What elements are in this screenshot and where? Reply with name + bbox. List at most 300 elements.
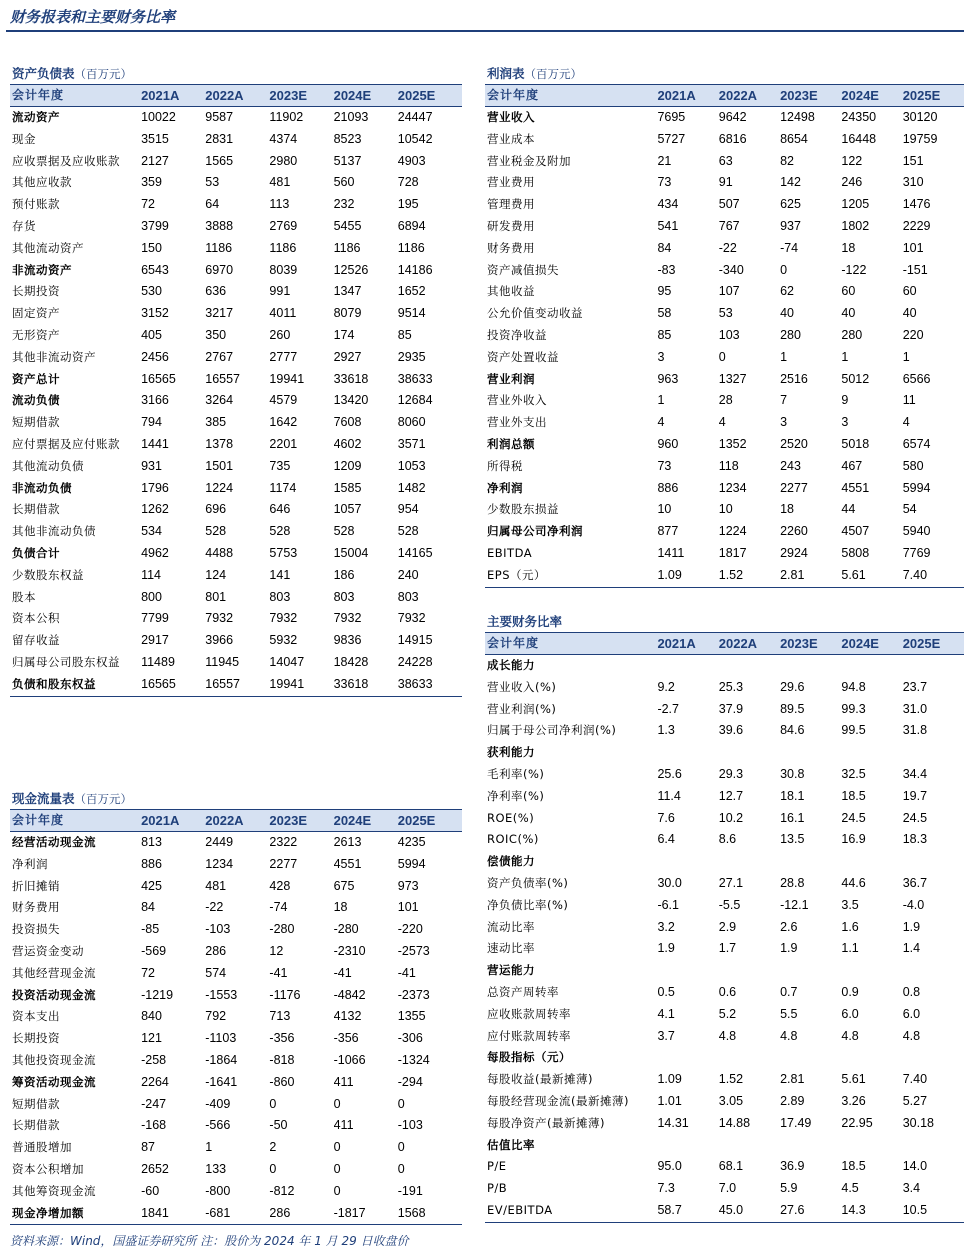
- cashflow-cell: 713: [269, 1009, 291, 1024]
- cashflow-cell: -41: [333, 965, 352, 980]
- balance-row: [10, 172, 462, 194]
- income-row-label: 归属母公司净利润: [487, 524, 583, 539]
- cashflow-row-label: 投资损失: [12, 922, 60, 937]
- ratios-row-label: 归属于母公司净利润(%): [487, 723, 617, 738]
- ratios-cell: 11.4: [657, 788, 681, 803]
- cashflow-header-row: [10, 810, 462, 832]
- cashflow-row-label: 长期借款: [12, 1118, 60, 1133]
- income-cell: 507: [718, 197, 740, 212]
- ratios-cell: 36.9: [780, 1159, 805, 1174]
- ratios-cell: 18.5: [841, 1159, 866, 1174]
- cashflow-cell: 0: [269, 1096, 277, 1111]
- ratios-cell: [719, 1135, 780, 1157]
- ratios-cell: [903, 851, 964, 873]
- income-row-label: 资产处置收益: [487, 349, 559, 364]
- cashflow-cell: 4235: [397, 835, 426, 849]
- income-statement-table: [485, 85, 964, 588]
- balance-cell: 3264: [205, 393, 234, 408]
- balance-cell: 2127: [141, 153, 169, 168]
- ratios-row: [485, 1200, 964, 1222]
- cashflow-cell: -22: [205, 900, 224, 915]
- income-cell: 10: [657, 502, 672, 517]
- balance-row-label: 固定资产: [12, 306, 60, 321]
- balance-row: [10, 543, 462, 565]
- balance-sheet-title-text: 资产负债表: [12, 66, 75, 81]
- balance-cell: 3799: [141, 218, 169, 233]
- income-cell: 91: [718, 175, 733, 190]
- income-cell: 6816: [718, 131, 747, 146]
- balance-cell: 7608: [333, 415, 362, 430]
- balance-cell: 528: [205, 524, 227, 539]
- income-cell: 85: [657, 327, 672, 342]
- cashflow-row-label: 折旧摊销: [12, 878, 60, 893]
- income-cell: 580: [902, 458, 924, 473]
- income-cell: 24350: [841, 110, 877, 124]
- cashflow-row-label: 营运资金变动: [12, 943, 84, 958]
- cashflow-cell: -860: [269, 1074, 295, 1089]
- balance-cell: 7932: [397, 611, 426, 626]
- ratios-cell: 1.1: [841, 941, 859, 956]
- ratios-cell: -12.1: [780, 897, 809, 912]
- ratios-cell: 24.5: [841, 810, 866, 825]
- cashflow-cell: -294: [397, 1074, 423, 1089]
- balance-cell: 803: [269, 589, 291, 604]
- balance-row-label: 其他非流动负债: [12, 524, 96, 539]
- income-row: [485, 543, 964, 565]
- balance-cell: 8039: [269, 262, 298, 277]
- cashflow-cell: 0: [397, 1161, 405, 1176]
- balance-cell: 3166: [141, 393, 169, 408]
- ratios-cell: [903, 960, 964, 982]
- balance-cell: 4962: [141, 545, 169, 560]
- cashflow-cell: 2264: [141, 1074, 169, 1089]
- ratios-row-label: 流动比率: [487, 919, 535, 934]
- cashflow-cell: -60: [141, 1183, 160, 1198]
- balance-cell: 560: [333, 175, 355, 190]
- balance-cell: 18428: [333, 654, 369, 669]
- ratios-cell: [657, 1135, 718, 1157]
- income-cell: 40: [780, 306, 794, 321]
- ratios-cell: [841, 960, 902, 982]
- cashflow-cell: 2613: [333, 835, 362, 849]
- cashflow-cell: 675: [333, 878, 355, 893]
- balance-cell: 954: [397, 502, 419, 517]
- ratios-title-text: 主要财务比率: [487, 614, 563, 629]
- balance-cell: 12684: [397, 393, 433, 408]
- income-row: [485, 281, 964, 303]
- income-cell: 103: [718, 327, 740, 342]
- income-cell: 5940: [902, 524, 931, 539]
- cashflow-cell: -1176: [269, 987, 301, 1002]
- income-cell: 30120: [902, 110, 938, 124]
- balance-cell: 5137: [333, 153, 362, 168]
- balance-cell: 14165: [397, 545, 433, 560]
- cashflow-row: [10, 985, 462, 1007]
- cashflow-header-year: 2022A: [205, 810, 269, 832]
- income-cell: 1205: [841, 197, 870, 212]
- income-cell: 101: [902, 240, 924, 255]
- income-row-label: EPS（元）: [485, 565, 657, 587]
- income-header-year: 2021A: [657, 85, 718, 107]
- income-cell: 280: [841, 327, 863, 342]
- cashflow-row-label: 资本支出: [12, 1009, 60, 1024]
- cashflow-cell: 4132: [333, 1009, 362, 1024]
- income-cell: 1224: [718, 524, 747, 539]
- income-cell: 95: [657, 284, 672, 299]
- income-row: [485, 238, 964, 260]
- cashflow-cell: 87: [141, 1140, 155, 1155]
- cashflow-row: [10, 1181, 462, 1203]
- cashflow-row: [10, 854, 462, 876]
- balance-row-label: 归属母公司股东权益: [12, 654, 120, 669]
- income-cell: 2520: [780, 436, 808, 451]
- income-row-label: 研发费用: [487, 218, 535, 233]
- income-cell: 4: [718, 415, 726, 430]
- income-cell: 937: [780, 218, 801, 233]
- ratios-cell: -5.5: [718, 897, 741, 912]
- balance-cell: 4579: [269, 393, 298, 408]
- balance-cell: 3888: [205, 218, 234, 233]
- income-statement-title: [485, 64, 964, 85]
- ratios-cell: 4.8: [718, 1028, 737, 1043]
- income-cell: 0: [780, 262, 788, 277]
- income-cell: 21: [657, 153, 672, 168]
- balance-cell: 24228: [397, 654, 433, 669]
- balance-cell: 3966: [205, 633, 234, 648]
- balance-cell: 9587: [205, 110, 234, 124]
- income-row-label: 营业收入: [487, 110, 535, 124]
- balance-cell: 7932: [205, 611, 234, 626]
- balance-row: [10, 325, 462, 347]
- ratios-cell: [719, 851, 780, 873]
- ratios-cell: 31.0: [902, 701, 928, 716]
- balance-cell: 803: [333, 589, 355, 604]
- ratios-cell: 0.9: [841, 984, 859, 999]
- balance-cell: 1482: [397, 480, 426, 495]
- cashflow-row-label: 筹资活动现金流: [12, 1074, 96, 1089]
- ratios-cell: 30.0: [657, 875, 682, 890]
- cashflow-cell: 1355: [397, 1009, 426, 1024]
- ratios-cell: 5.2: [718, 1006, 737, 1021]
- balance-cell: 528: [269, 524, 291, 539]
- ratios-cell: 1.9: [902, 919, 921, 934]
- balance-cell: 19941: [269, 371, 305, 386]
- balance-cell: 991: [269, 284, 291, 299]
- income-cell: -340: [718, 262, 744, 277]
- ratios-row-label: 速动比率: [487, 941, 535, 956]
- income-statement-panel: [485, 64, 964, 588]
- income-cell: 82: [780, 153, 794, 168]
- income-cell: 246: [841, 175, 863, 190]
- ratios-cell: 99.5: [841, 723, 866, 738]
- income-row-label: 所得税: [487, 458, 523, 473]
- balance-cell: 728: [397, 175, 419, 190]
- income-row-label: EBITDA: [487, 545, 533, 560]
- income-header-year: 2022A: [719, 85, 780, 107]
- income-cell: 220: [902, 327, 924, 342]
- cashflow-row-label: 普通股增加: [12, 1140, 72, 1155]
- balance-row-label: 现金: [12, 131, 36, 146]
- ratios-cell: 7.3: [657, 1181, 675, 1196]
- balance-cell: 534: [141, 524, 162, 539]
- income-row-label: 营业成本: [487, 131, 535, 146]
- ratios-cell: 4.8: [841, 1028, 859, 1043]
- income-row: [485, 565, 964, 587]
- cashflow-cell: 0: [333, 1096, 341, 1111]
- balance-row-label: 资产总计: [12, 371, 60, 386]
- balance-row-label: 短期借款: [12, 415, 60, 430]
- balance-cell: 4011: [269, 306, 297, 321]
- income-cell: 19759: [902, 131, 938, 146]
- ratios-cell: [780, 1047, 841, 1069]
- balance-row: [10, 260, 462, 282]
- balance-row-label: 其他流动负债: [12, 458, 84, 473]
- balance-header-label: 会计年度: [10, 85, 141, 107]
- ratios-cell: 4.5: [841, 1181, 859, 1196]
- income-cell: 40: [841, 306, 856, 321]
- cashflow-row: [10, 1159, 462, 1181]
- cashflow-cell: -812: [269, 1183, 295, 1198]
- balance-cell: 1053: [397, 458, 426, 473]
- ratios-cell: 29.6: [780, 679, 805, 694]
- ratios-cell: 12.7: [718, 788, 744, 803]
- cashflow-cell: 813: [141, 835, 162, 849]
- ratios-cell: 14.31: [657, 1115, 689, 1130]
- balance-row: [10, 281, 462, 303]
- income-cell: 625: [780, 197, 801, 212]
- cashflow-cell: -2573: [397, 943, 430, 958]
- income-cell: 9642: [718, 110, 747, 124]
- income-cell: -151: [902, 262, 928, 277]
- income-cell: 54: [902, 502, 917, 517]
- balance-cell: 16565: [141, 371, 176, 386]
- balance-cell: 15004: [333, 545, 369, 560]
- balance-cell: 5455: [333, 218, 362, 233]
- balance-row-label: 少数股东权益: [12, 567, 84, 582]
- cashflow-cell: 101: [397, 900, 419, 915]
- cashflow-cell: -1219: [141, 987, 174, 1002]
- cashflow-cell: -409: [205, 1096, 231, 1111]
- cashflow-cell: 792: [205, 1009, 227, 1024]
- ratios-cell: 84.6: [780, 723, 805, 738]
- income-header-label: 会计年度: [485, 85, 657, 107]
- ratios-cell: 2.89: [780, 1093, 805, 1108]
- income-cell: 1476: [902, 197, 931, 212]
- ratios-cell: 34.4: [902, 766, 928, 781]
- ratios-cell: [780, 742, 841, 764]
- cashflow-cell: -306: [397, 1031, 423, 1046]
- balance-cell: 7932: [333, 611, 362, 626]
- income-cell: 2260: [780, 524, 808, 539]
- balance-row-label: 资本公积: [12, 611, 60, 626]
- balance-row-label: 流动资产: [12, 110, 60, 124]
- income-row: [485, 369, 964, 391]
- balance-row: [10, 303, 462, 325]
- balance-row: [10, 347, 462, 369]
- cashflow-row: [10, 1203, 462, 1225]
- cashflow-table: [10, 810, 462, 1225]
- balance-cell: 14915: [397, 633, 433, 648]
- balance-row: [10, 390, 462, 412]
- income-cell: 1: [902, 349, 910, 364]
- balance-cell: 8523: [333, 131, 362, 146]
- balance-cell: 794: [141, 415, 162, 430]
- cashflow-cell: -356: [269, 1031, 295, 1046]
- page-title: 财务报表和主要财务比率: [10, 8, 176, 26]
- cashflow-row: [10, 1137, 462, 1159]
- ratios-cell: 7.0: [718, 1181, 737, 1196]
- ratios-row-label: 偿债能力: [487, 854, 535, 869]
- balance-cell: 8079: [333, 306, 362, 321]
- income-cell: 963: [657, 371, 679, 386]
- balance-cell: 696: [205, 502, 227, 517]
- balance-cell: 2456: [141, 349, 169, 364]
- cashflow-cell: 18: [333, 900, 348, 915]
- ratios-cell: 14.88: [718, 1115, 751, 1130]
- ratios-cell: [657, 960, 718, 982]
- ratios-cell: [719, 742, 780, 764]
- income-cell: 541: [657, 218, 679, 233]
- ratios-cell: -4.0: [902, 897, 925, 912]
- ratios-cell: 99.3: [841, 701, 866, 716]
- balance-row-label: 其他应收款: [12, 175, 72, 190]
- income-cell: 310: [902, 175, 924, 190]
- balance-row: [10, 194, 462, 216]
- income-row-label: 资产减值损失: [487, 262, 559, 277]
- ratios-cell: [719, 1047, 780, 1069]
- ratios-table: [485, 633, 964, 1223]
- ratios-row: [485, 873, 964, 895]
- income-cell: 434: [657, 197, 679, 212]
- ratios-cell: [903, 1135, 964, 1157]
- cashflow-cell: 72: [141, 965, 155, 980]
- ratios-cell: 10.5: [903, 1200, 964, 1222]
- ratios-cell: 23.7: [902, 679, 928, 694]
- ratios-row: [485, 1069, 964, 1091]
- ratios-cell: -6.1: [657, 897, 679, 912]
- income-cell: 1: [780, 349, 788, 364]
- ratios-cell: [841, 742, 902, 764]
- source-note: 资料来源：Wind，国盛证券研究所 注：股价为 2024 年 1 月 29 日收盘价: [10, 1234, 409, 1248]
- income-cell: 84: [657, 240, 672, 255]
- balance-cell: 1796: [141, 480, 169, 495]
- ratios-cell: 10.2: [718, 810, 744, 825]
- balance-cell: 1186: [269, 240, 297, 255]
- balance-row: [10, 521, 462, 543]
- balance-cell: 385: [205, 415, 227, 430]
- ratios-cell: 6.0: [841, 1006, 859, 1021]
- ratios-header-year: 2023E: [780, 633, 841, 655]
- income-cell: 2277: [780, 480, 808, 495]
- balance-row: [10, 369, 462, 391]
- balance-header-year: 2021A: [141, 85, 205, 107]
- ratios-row-label: 净负债比率(%): [487, 897, 569, 912]
- balance-row-label: 股本: [12, 589, 36, 604]
- income-row: [485, 412, 964, 434]
- balance-row: [10, 129, 462, 151]
- cashflow-cell: 133: [205, 1161, 227, 1176]
- income-row-label: 管理费用: [487, 197, 535, 212]
- ratios-cell: [719, 655, 780, 677]
- income-cell: 4: [902, 415, 910, 430]
- balance-cell: 38633: [398, 674, 462, 696]
- income-cell: 1802: [841, 218, 870, 233]
- balance-cell: 4488: [205, 545, 234, 560]
- ratios-cell: 1.4: [902, 941, 921, 956]
- cashflow-row-label: 财务费用: [12, 900, 60, 915]
- income-cell: -74: [780, 240, 799, 255]
- ratios-row-label: 营业收入(%): [487, 679, 557, 694]
- ratios-row: [485, 982, 964, 1004]
- balance-cell: 5753: [269, 545, 298, 560]
- cashflow-row: [10, 919, 462, 941]
- cashflow-row: [10, 1115, 462, 1137]
- ratios-header-year: 2025E: [903, 633, 964, 655]
- cashflow-cell: 2: [269, 1140, 277, 1155]
- balance-row-label: 存货: [12, 218, 36, 233]
- ratios-row-label: 每股经营现金流(最新摊薄): [487, 1093, 629, 1108]
- balance-cell: 1057: [333, 502, 362, 517]
- balance-cell: 5932: [269, 633, 298, 648]
- ratios-cell: [903, 742, 964, 764]
- balance-row-label: 应收票据及应收账款: [12, 153, 120, 168]
- cashflow-row-label: 资本公积增加: [12, 1161, 84, 1176]
- income-cell: 11: [902, 393, 916, 408]
- cashflow-title: [10, 789, 462, 810]
- ratios-row-label: EV/EBITDA: [485, 1200, 657, 1222]
- income-cell: 122: [841, 153, 863, 168]
- ratios-row-label: 总资产周转率: [487, 984, 559, 999]
- income-cell: 4551: [841, 480, 870, 495]
- ratios-row-label: 每股收益(最新摊薄): [487, 1072, 593, 1087]
- balance-header-year: 2023E: [269, 85, 333, 107]
- income-statement-unit: （百万元）: [524, 67, 583, 81]
- income-cell: 28: [718, 393, 733, 408]
- ratios-row: [485, 808, 964, 830]
- cashflow-cell: -356: [333, 1031, 359, 1046]
- income-cell: 18: [841, 240, 856, 255]
- balance-cell: 186: [333, 567, 355, 582]
- balance-row: [10, 434, 462, 456]
- income-row: [485, 303, 964, 325]
- cashflow-row-label: 其他筹资现金流: [12, 1183, 96, 1198]
- ratios-cell: 14.0: [902, 1159, 928, 1174]
- ratios-row-label: ROE(%): [487, 810, 535, 825]
- ratios-row: [485, 786, 964, 808]
- cashflow-cell: 0: [269, 1161, 277, 1176]
- balance-sheet-title: [10, 64, 462, 85]
- balance-cell: 530: [141, 284, 162, 299]
- ratios-cell: [903, 1047, 964, 1069]
- income-cell: 62: [780, 284, 794, 299]
- balance-row-label: 非流动资产: [12, 262, 72, 277]
- income-cell: 1.52: [719, 565, 780, 587]
- ratios-cell: [841, 851, 902, 873]
- income-cell: 18: [780, 502, 794, 517]
- income-cell: 3: [780, 415, 788, 430]
- income-cell: 1352: [718, 436, 747, 451]
- ratios-cell: 27.6: [780, 1200, 841, 1222]
- balance-cell: 4602: [333, 436, 362, 451]
- cashflow-row: [10, 876, 462, 898]
- cashflow-cell: -85: [141, 922, 160, 937]
- balance-header-row: [10, 85, 462, 107]
- balance-cell: 1378: [205, 436, 234, 451]
- balance-cell: 6970: [205, 262, 234, 277]
- ratios-row: [485, 1026, 964, 1048]
- balance-row-label: 其他非流动资产: [12, 349, 96, 364]
- income-row: [485, 347, 964, 369]
